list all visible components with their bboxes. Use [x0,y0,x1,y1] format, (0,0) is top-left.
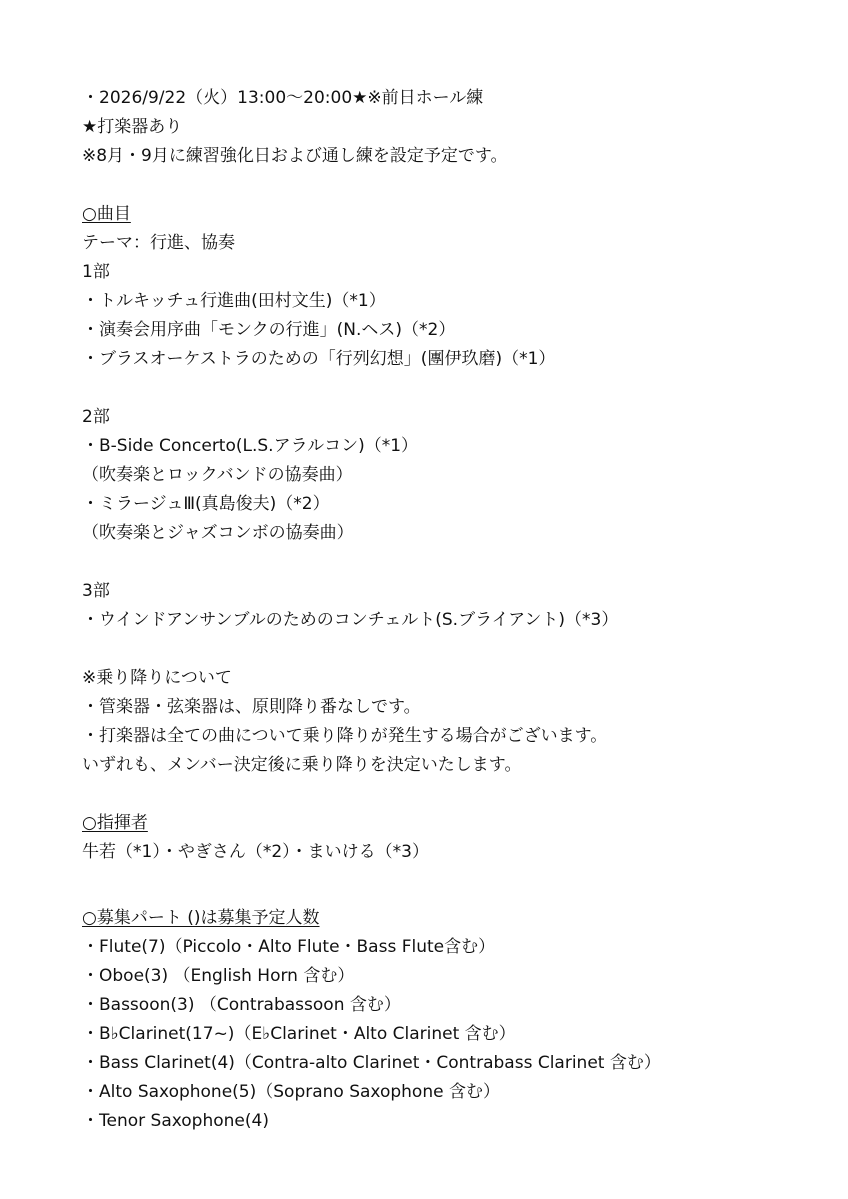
recruitment-part: ・Oboe(3) （English Horn 含む） [82,966,355,986]
boarding-note-item: いずれも、メンバー決定後に乗り降りを決定いたします。 [82,755,522,775]
recruitment-heading: ○募集パート ()は募集予定人数 [82,908,320,928]
conductors-list: 牛若（*1）・やぎさん（*2）・まいける（*3） [82,842,429,862]
part2-piece-note: （吹奏楽とジャズコンボの協奏曲） [82,523,354,543]
program-theme: テーマ：行進、協奏 [82,233,235,253]
program-heading: ○曲目 [82,204,131,224]
program-section [82,200,822,635]
schedule-section [82,84,822,171]
boarding-notes-title: ※乗り降りについて [82,668,232,688]
part1-piece: ・ブラスオーケストラのための「行列幻想」(團伊玖磨)（*1） [82,349,556,369]
part1-label: 1部 [82,262,110,282]
recruitment-part: ・Flute(7)（Piccolo・Alto Flute・Bass Flute含む） [82,937,496,957]
part2-piece: ・B-Side Concerto(L.S.アラルコン)（*1） [82,436,419,456]
recruitment-part: ・Tenor Saxophone(4) [82,1111,269,1131]
recruitment-section [82,904,822,1136]
part2-piece: ・ミラージュⅢ(真島俊夫)（*2） [82,494,330,514]
rehearsal-note: ※8月・9月に練習強化日および通し練を設定予定です。 [82,146,508,166]
recruitment-part: ・Bassoon(3) （Contrabassoon 含む） [82,995,401,1015]
boarding-note-item: ・管楽器・弦楽器は、原則降り番なしです。 [82,697,421,717]
part3-label: 3部 [82,581,110,601]
recruitment-part: ・Bass Clarinet(4)（Contra-alto Clarinet・Contrabass Clarinet 含む） [82,1053,661,1073]
conductors-section [82,809,822,867]
conductors-heading: ○指揮者 [82,813,148,833]
recruitment-part: ・Alto Saxophone(5)（Soprano Saxophone 含む） [82,1082,500,1102]
part2-piece-note: （吹奏楽とロックバンドの協奏曲） [82,465,353,485]
part1-piece: ・トルキッチュ行進曲(田村文生)（*1） [82,291,386,311]
percussion-note: ★打楽器あり [82,117,183,137]
part1-piece: ・演奏会用序曲「モンクの行進」(N.ヘス)（*2） [82,320,456,340]
boarding-notes-section [82,664,822,780]
schedule-date-line: ・2026/9/22（火）13:00〜20:00★※前日ホール練 [82,88,484,108]
boarding-note-item: ・打楽器は全ての曲について乗り降りが発生する場合がございます。 [82,726,608,746]
document-page [82,84,822,1136]
recruitment-part: ・B♭Clarinet(17~)（E♭Clarinet・Alto Clarinet 含む） [82,1024,516,1044]
part3-piece: ・ウインドアンサンブルのためのコンチェルト(S.ブライアント)（*3） [82,610,619,630]
part2-label: 2部 [82,407,110,427]
